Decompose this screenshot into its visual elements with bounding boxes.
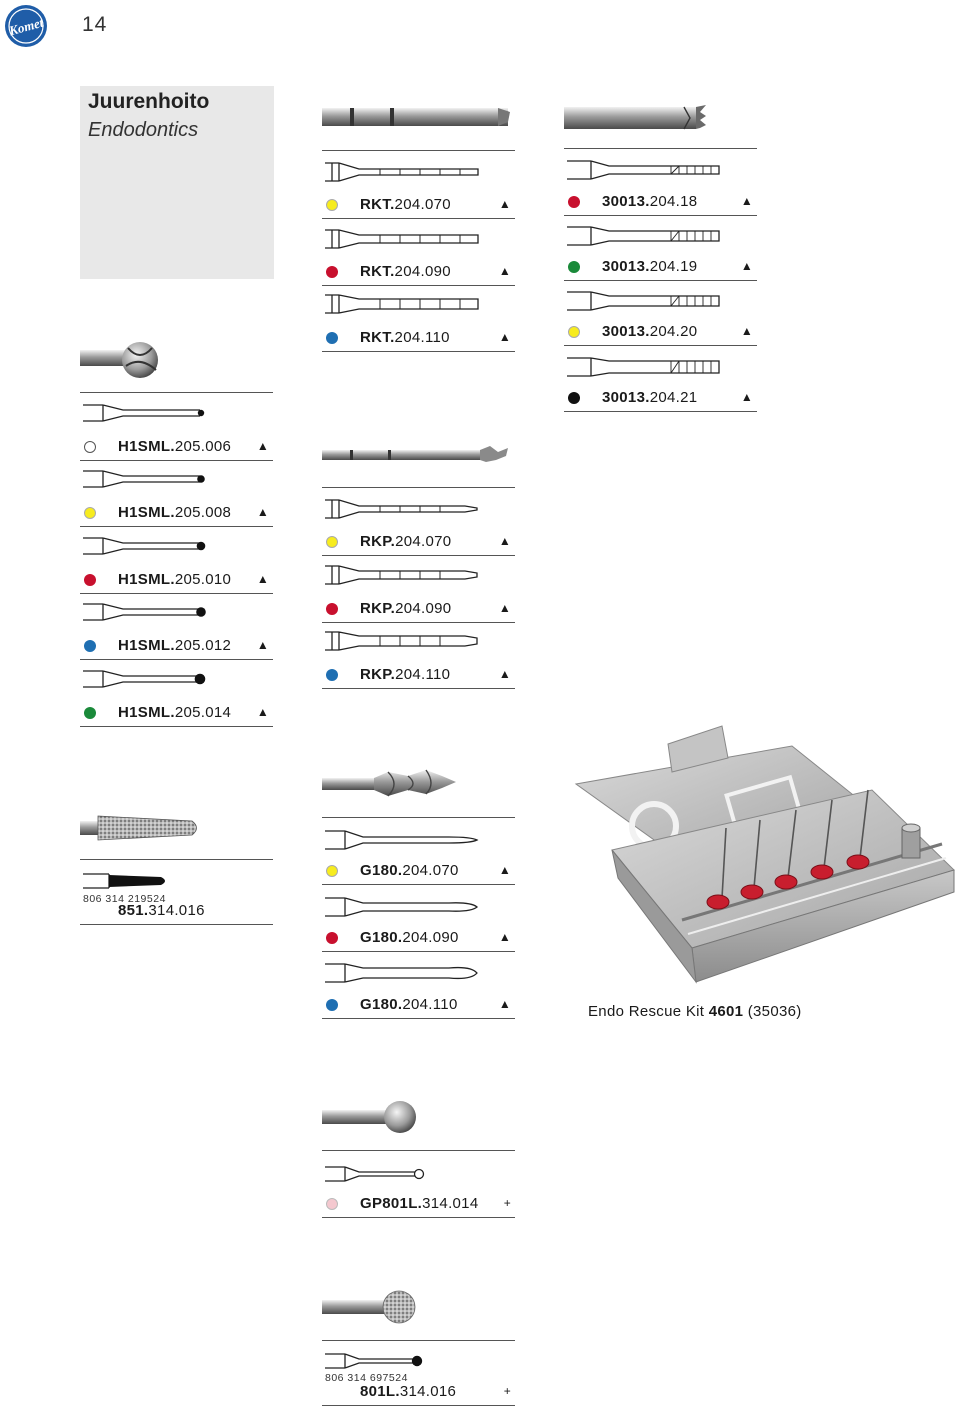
trephine-18-outline [567, 160, 723, 180]
product-row-h1sml-014[interactable] [80, 702, 273, 727]
rkt-instrument-photo [322, 106, 512, 128]
color-dot-yellow-icon [568, 326, 580, 338]
product-code: 801L.314.016 [360, 1383, 457, 1400]
color-dot-blue-icon [326, 669, 338, 681]
rkt-110-outline [325, 294, 481, 314]
rkp-instrument-photo [322, 444, 512, 466]
separator [322, 1150, 515, 1151]
product-code: H1SML.205.012 [118, 637, 232, 654]
product-row-h1sml-012[interactable] [80, 635, 273, 660]
product-code: RKT.204.090 [360, 263, 451, 280]
triangle-marker-icon: ▲ [498, 534, 511, 548]
triangle-marker-icon: ▲ [498, 264, 511, 278]
product-row-g180-110[interactable] [322, 994, 515, 1019]
product-row-h1sml-010[interactable] [80, 569, 273, 594]
gp801l-bur-photo [322, 1098, 418, 1136]
product-row-g180-090[interactable] [322, 927, 515, 952]
color-dot-blue-icon [326, 332, 338, 344]
product-code: H1SML.205.008 [118, 504, 232, 521]
reference-number: 806 314 697524 [325, 1372, 408, 1384]
color-dot-yellow-icon [326, 199, 338, 211]
product-code: RKP.204.070 [360, 533, 452, 550]
diamond-851-photo [80, 812, 204, 844]
color-dot-red-icon [568, 196, 580, 208]
product-row-rkp-110[interactable] [322, 664, 515, 689]
product-code: 30013.204.18 [602, 193, 698, 210]
color-dot-blue-icon [84, 640, 96, 652]
product-row-rkt-110[interactable] [322, 327, 515, 352]
product-code: H1SML.205.010 [118, 571, 232, 588]
h1sml-014-outline [83, 670, 207, 688]
diamond-801l-photo [322, 1288, 418, 1326]
product-code: 851.314.016 [118, 902, 205, 919]
product-row-gp801l-314-014[interactable] [322, 1193, 515, 1218]
separator [322, 487, 515, 488]
trephine-21-outline [567, 357, 723, 377]
color-dot-red-icon [326, 932, 338, 944]
gp801l-outline [325, 1165, 425, 1183]
triangle-marker-icon: ▲ [740, 194, 753, 208]
triangle-marker-icon: ▲ [740, 259, 753, 273]
color-dot-green-icon [84, 707, 96, 719]
product-code: G180.204.090 [360, 929, 459, 946]
triangle-marker-icon: ▲ [256, 572, 269, 586]
separator [322, 817, 515, 818]
h1sml-010-outline [83, 537, 207, 555]
color-dot-blue-icon [326, 999, 338, 1011]
h1sml-006-outline [83, 404, 207, 422]
endo-rescue-kit-photo [572, 720, 958, 990]
product-code: G180.204.110 [360, 996, 458, 1013]
product-code: RKP.204.090 [360, 600, 452, 617]
h1sml-012-outline [83, 603, 207, 621]
product-code: GP801L.314.014 [360, 1195, 479, 1212]
color-dot-pink-icon [326, 1198, 338, 1210]
komet-logo-text: Komet [7, 14, 45, 39]
section-title-finnish: Juurenhoito [88, 90, 210, 113]
separator [322, 1340, 515, 1341]
color-dot-yellow-icon [326, 865, 338, 877]
triangle-marker-icon: ▲ [256, 439, 269, 453]
triangle-marker-icon: ▲ [256, 638, 269, 652]
product-row-h1sml-006[interactable] [80, 436, 273, 461]
product-row-30013-204-20[interactable] [564, 321, 757, 346]
triangle-marker-icon: ▲ [498, 930, 511, 944]
separator [80, 859, 273, 860]
triangle-marker-icon: ▲ [740, 324, 753, 338]
color-dot-yellow-icon [84, 507, 96, 519]
product-row-851-314-016[interactable] [80, 900, 273, 925]
triangle-marker-icon: ▲ [498, 330, 511, 344]
product-row-30013-204-21[interactable] [564, 387, 757, 412]
h1sml-008-outline [83, 470, 207, 488]
triangle-marker-icon: ▲ [498, 863, 511, 877]
product-row-rkp-090[interactable] [322, 598, 515, 623]
plus-marker-icon: + [503, 1196, 511, 1210]
triangle-marker-icon: ▲ [256, 705, 269, 719]
color-dot-red-icon [84, 574, 96, 586]
separator [80, 392, 273, 393]
color-dot-red-icon [326, 603, 338, 615]
color-dot-red-icon [326, 266, 338, 278]
product-row-801l-314-016[interactable] [322, 1381, 515, 1406]
product-code: 30013.204.21 [602, 389, 698, 406]
product-row-rkt-090[interactable] [322, 261, 515, 286]
trephine-photo [564, 104, 710, 132]
product-row-h1sml-008[interactable] [80, 502, 273, 527]
separator [564, 148, 757, 149]
diamond-801l-outline [325, 1352, 425, 1370]
product-code: G180.204.070 [360, 862, 459, 879]
color-dot-green-icon [568, 261, 580, 273]
product-code: RKP.204.110 [360, 666, 451, 683]
triangle-marker-icon: ▲ [498, 667, 511, 681]
komet-logo [4, 4, 48, 48]
plus-marker-icon: + [503, 1384, 511, 1398]
rkp-110-outline [325, 631, 481, 651]
color-dot-white-icon [84, 441, 96, 453]
product-row-g180-070[interactable] [322, 860, 515, 885]
rkp-090-outline [325, 565, 481, 585]
product-code: 30013.204.20 [602, 323, 698, 340]
color-dot-yellow-icon [326, 536, 338, 548]
trephine-19-outline [567, 226, 723, 246]
g180-070-outline [325, 830, 481, 850]
product-code: RKT.204.110 [360, 329, 450, 346]
product-row-30013-204-18[interactable] [564, 191, 757, 216]
triangle-marker-icon: ▲ [498, 997, 511, 1011]
product-code: RKT.204.070 [360, 196, 451, 213]
kit-caption: Endo Rescue Kit 4601 (35036) [588, 1003, 802, 1020]
product-code: 30013.204.19 [602, 258, 698, 275]
triangle-marker-icon: ▲ [498, 601, 511, 615]
rkt-070-outline [325, 162, 481, 182]
g180-110-outline [325, 963, 481, 983]
triangle-marker-icon: ▲ [740, 390, 753, 404]
triangle-marker-icon: ▲ [498, 197, 511, 211]
product-row-rkt-070[interactable] [322, 194, 515, 219]
g180-drill-photo [322, 768, 462, 800]
triangle-marker-icon: ▲ [256, 505, 269, 519]
color-dot-black-icon [568, 392, 580, 404]
product-code: H1SML.205.014 [118, 704, 232, 721]
page-number: 14 [82, 13, 108, 36]
g180-090-outline [325, 897, 481, 917]
trephine-20-outline [567, 291, 723, 311]
section-title-box [80, 86, 274, 279]
diamond-851-outline [83, 872, 169, 890]
reference-number: 806 314 219524 [83, 893, 166, 905]
h1sml-bur-photo [80, 336, 160, 384]
product-code: H1SML.205.006 [118, 438, 232, 455]
rkp-070-outline [325, 499, 481, 519]
product-row-rkp-070[interactable] [322, 531, 515, 556]
product-row-30013-204-19[interactable] [564, 256, 757, 281]
separator [322, 150, 515, 151]
section-title-english: Endodontics [88, 119, 199, 141]
rkt-090-outline [325, 229, 481, 249]
